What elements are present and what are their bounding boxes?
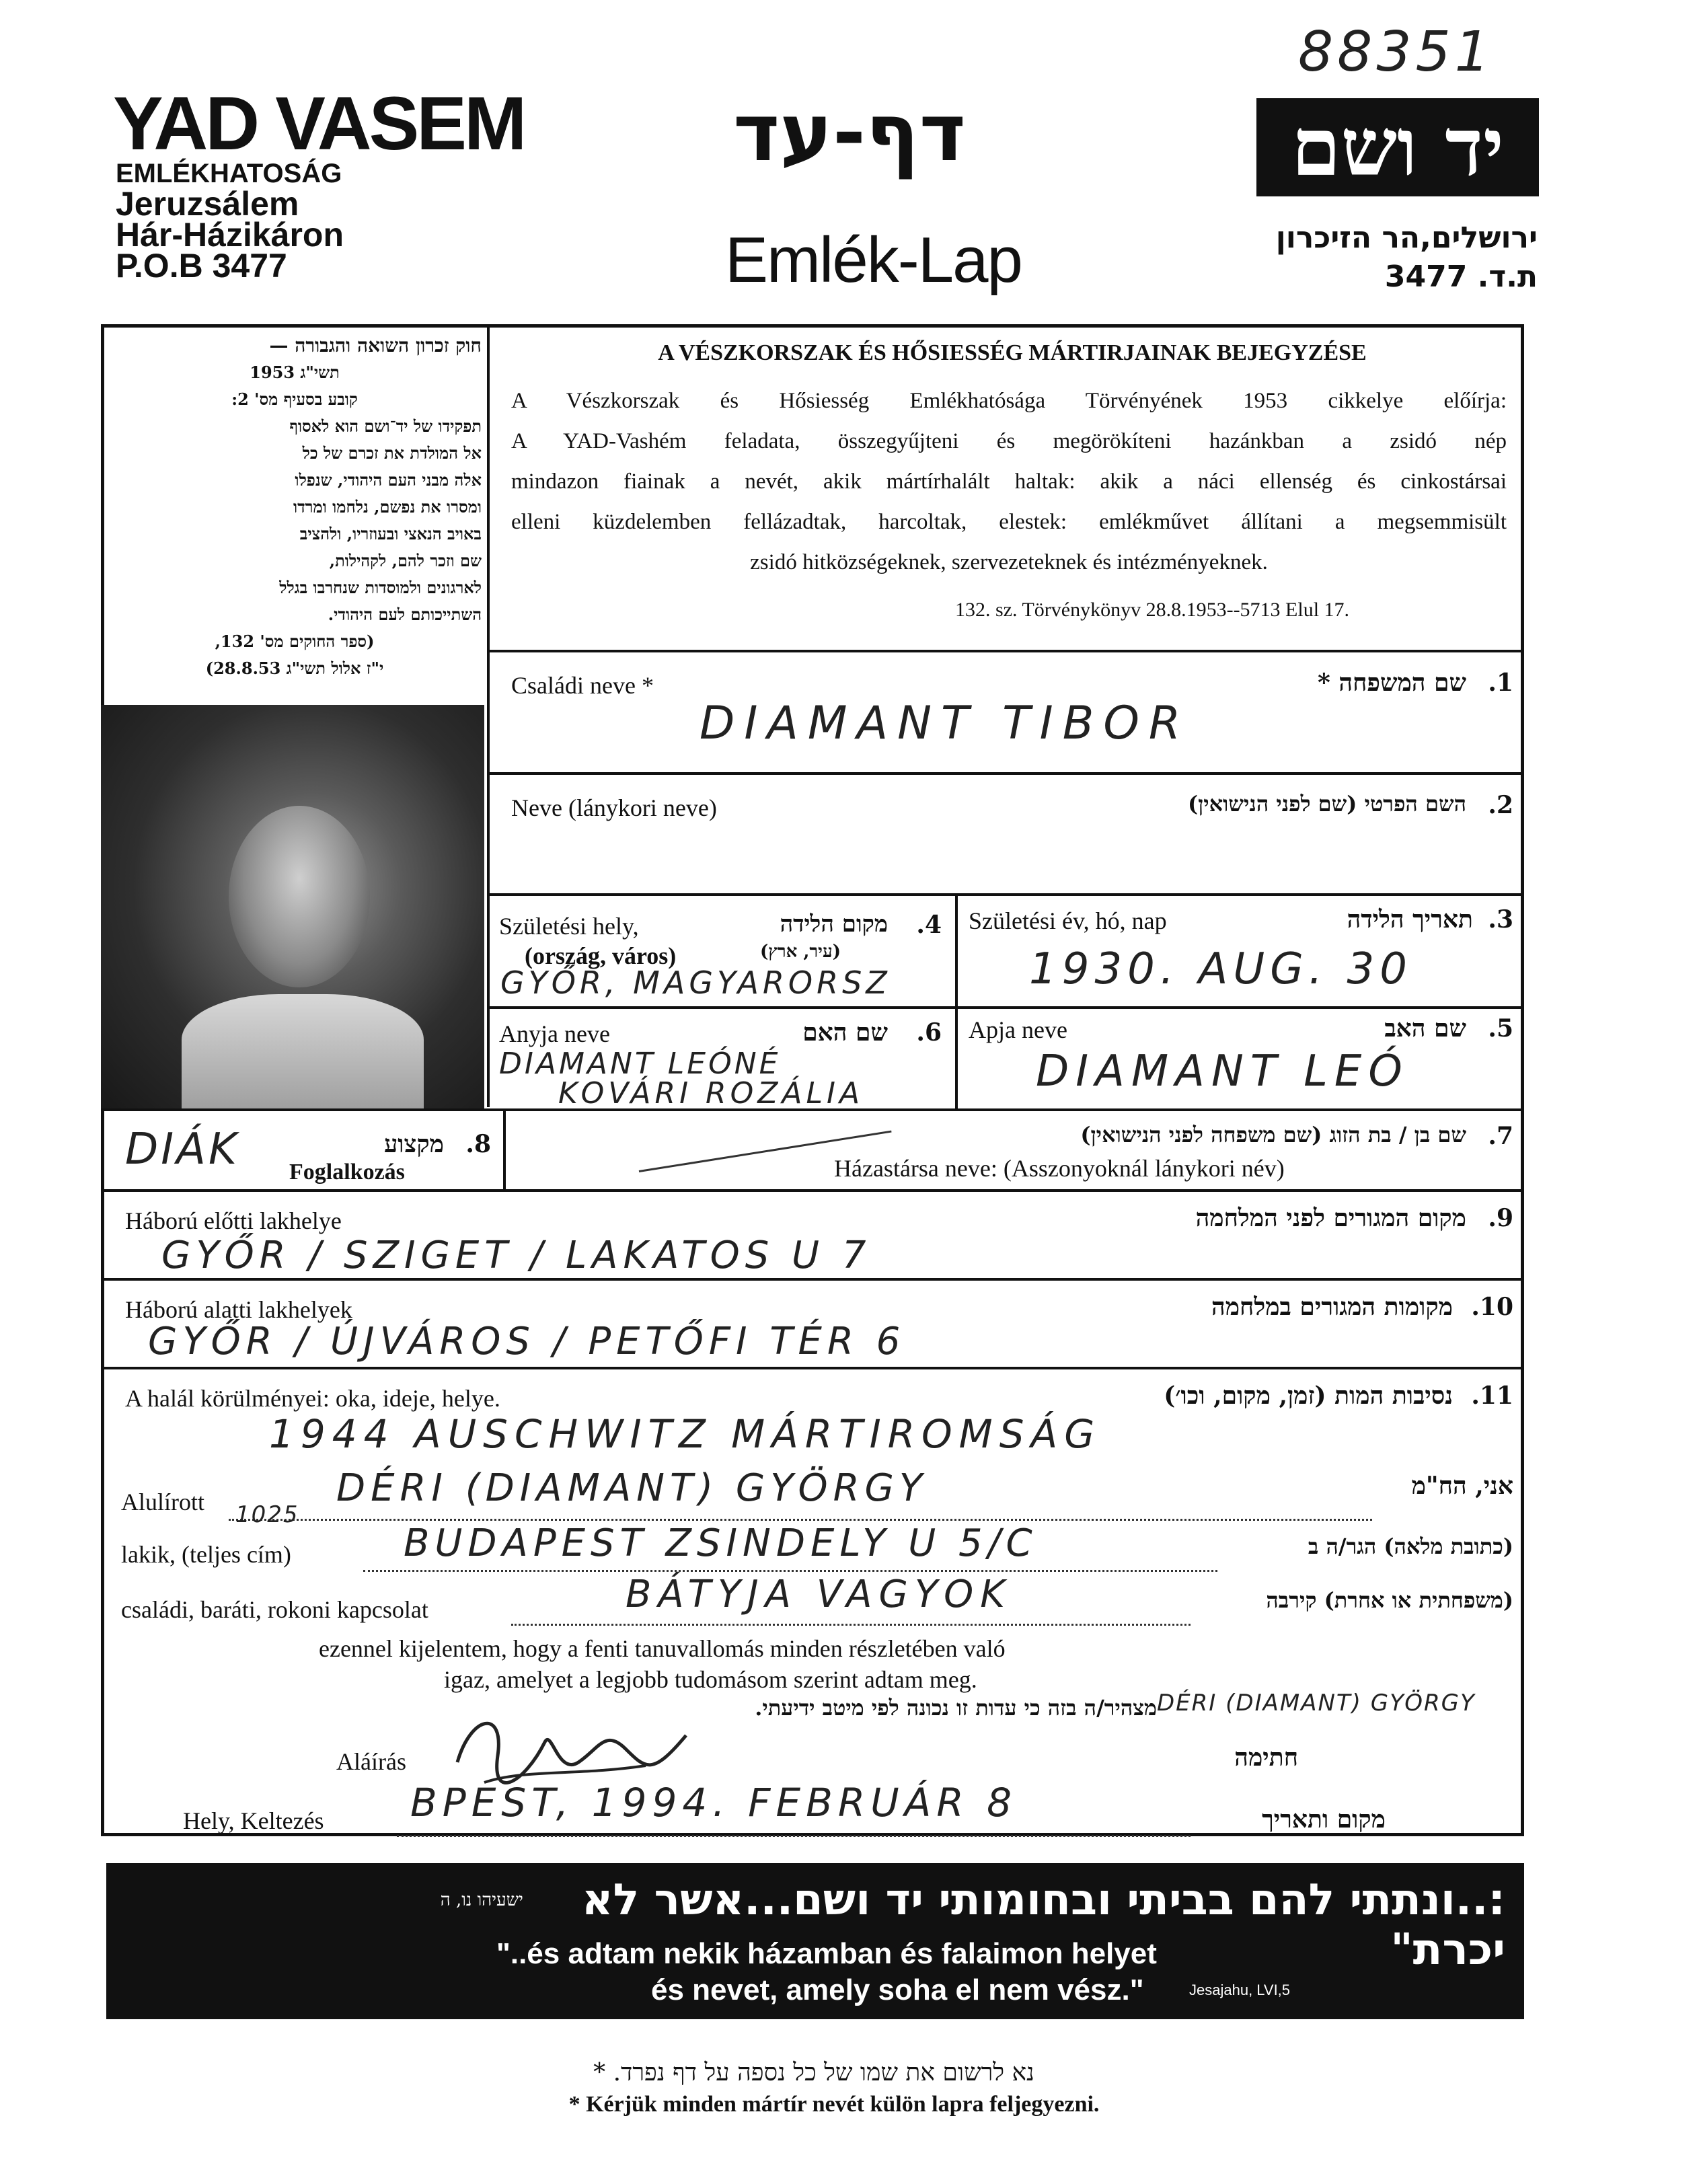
archive-number: 88351 (1298, 20, 1494, 84)
field-1-number: 1. (1488, 669, 1513, 697)
banner-hebrew-ref: ישעיהו נו, ה (440, 1890, 523, 1910)
occupation-value[interactable]: DIÁK (125, 1125, 239, 1174)
org-line-3: Hár-Házikáron (116, 216, 344, 254)
mother-name-label-he: שם האם (802, 1018, 888, 1047)
signer-address-label-he: (כתובת מלאה) הגר/ה ב (1308, 1534, 1513, 1559)
birthdate-label-he: תאריך הלידה (1347, 905, 1473, 934)
occupation-label: Foglalkozás (289, 1160, 405, 1184)
intro-line: mindazon fiainak a nevét, akik mártírhalált haltak: akik a náci ellenség és cinkostársai (511, 469, 1507, 494)
birthplace-label-he: מקום הלידה (780, 911, 888, 938)
org-line-1: EMLÉKHATOSÁG (116, 159, 342, 188)
banner-hu-line1: "..és adtam nekik házamban és falaimon helyet (496, 1937, 1157, 1970)
death-circumstances-value[interactable]: 1944 AUSCHWITZ MÁRTIROMSÁG (269, 1411, 1102, 1457)
signer-name-label: Alulírott (121, 1489, 204, 1515)
law-line: באויב הנאצי ובעוזריו, ולהציב (299, 524, 482, 543)
field-8-number: 8. (465, 1130, 491, 1158)
field-2-number: 2. (1488, 791, 1513, 819)
birthdate-label: Születési év, hó, nap (969, 907, 1167, 934)
hebrew-pob: ת.ד. 3477 (1384, 260, 1538, 294)
occupation-label-he: מקצוע (383, 1130, 444, 1158)
law-line: י"ז אלול תשי"ג 28.8.53) (205, 658, 384, 678)
father-name-value[interactable]: DIAMANT LEÓ (1036, 1047, 1409, 1096)
place-date-label: Hely, Keltezés (183, 1807, 324, 1834)
law-line: ומסרו את נפשם, נלחמו ומרדו (293, 497, 482, 517)
death-circumstances-label-he: נסיבות המות (זמן, מקום, וכו׳) (1164, 1382, 1453, 1410)
prewar-residence-label-he: מקום המגורים לפני המלחמה (1195, 1204, 1466, 1232)
intro-line: zsidó hitközségeknek, szervezeteknek és intézményeknek. (750, 550, 1268, 574)
photo-shirt (182, 994, 424, 1108)
org-line-2: Jeruzsálem (116, 185, 299, 223)
wartime-residence-label-he: מקומות המגורים במלחמה (1211, 1293, 1453, 1321)
relation-label: családi, baráti, rokoni kapcsolat (121, 1596, 428, 1623)
logo-text: יד ושם (1291, 100, 1505, 194)
hebrew-title: דף-עד (733, 86, 966, 179)
declaration-he: מצהיר/ה בזה כי עדות זו נכונה לפי מיטב ידיעתי. (755, 1695, 1157, 1721)
field-6-number: 6. (916, 1018, 942, 1047)
declaration-name: DÉRI (DIAMANT) GYÖRGY (1157, 1690, 1476, 1717)
law-line: תשי"ג 1953 (250, 363, 340, 382)
signature-label-he: חתימה (1234, 1743, 1298, 1772)
law-box (108, 332, 482, 682)
intro-heading: A VÉSZKORSZAK ÉS HŐSIESSÉG MÁRTIRJAINAK BEJEGYZÉSE (658, 340, 1367, 365)
birthplace-value[interactable]: GYŐR, MAGYARORSZ (500, 965, 891, 1001)
field-9-number: 9. (1488, 1204, 1513, 1232)
quote-banner (106, 1863, 1524, 2019)
law-line: לארגונים ולמוסדות שנחרבו בגלל (279, 578, 482, 597)
banner-hebrew-quote: :..ונתתי להם בביתי ובחומותי יד ושם...אשר לא יכרת" (581, 1875, 1505, 1975)
declaration-line-2: igaz, amelyet a legjobb tudomásom szerint adtam meg. (444, 1666, 977, 1693)
signer-name-value[interactable]: DÉRI (DIAMANT) GYÖRGY (336, 1466, 928, 1510)
photo-face (229, 806, 370, 987)
intro-line: elleni küzdelemben fellázadtak, harcoltak, elestek: emlékművet állítani a megsemmisült (511, 510, 1507, 534)
wartime-residence-label: Háború alatti lakhelyek (125, 1296, 352, 1323)
intro-text (511, 381, 1507, 582)
intro-citation: 132. sz. Törvénykönyv 28.8.1953--5713 Elul 17. (955, 599, 1350, 621)
place-date-label-he: מקום ותאריך (1262, 1805, 1386, 1834)
law-line: (ספר החוקים מס' 132, (215, 632, 375, 651)
relation-value[interactable]: BÁTYJA VAGYOK (626, 1573, 1012, 1616)
hebrew-address: ירושלים,הר הזיכרון (1275, 221, 1538, 255)
wartime-residence-value[interactable]: GYŐR / ÚJVÁROS / PETŐFI TÉR 6 (148, 1320, 906, 1363)
intro-line: A YAD-Vashém feladata, összegyűjteni és megörökíteni hazánkban a zsidó nép (511, 429, 1507, 453)
spouse-label-he: שם בן / בת הזוג (שם משפחה לפני הנישואין) (1080, 1122, 1466, 1147)
victim-photo (101, 705, 484, 1108)
law-line: אל המולדת את זכרם של כל (302, 443, 482, 463)
law-line: חוק זכרון השואה והגבורה — (269, 334, 482, 356)
law-line: שם וזכר להם, לקהילות, (329, 551, 482, 570)
field-4-number: 4. (916, 911, 942, 939)
place-date-value[interactable]: BPEST, 1994. FEBRUÁR 8 (410, 1780, 1017, 1825)
birthplace-label: Születési hely, (499, 913, 639, 940)
family-name-label-he: שם המשפחה * (1318, 669, 1466, 697)
law-line: השתייכותם לעם היהודי. (328, 605, 482, 624)
given-name-label: Neve (lánykori neve) (511, 794, 717, 821)
org-line-4: P.O.B 3477 (116, 247, 287, 285)
banner-hu-ref: Jesajahu, LVI,5 (1189, 1982, 1291, 1998)
intro-line: A Vészkorszak és Hősiesség Emlékhatósága Törvényének 1953 cikkelye előírja: (511, 389, 1507, 413)
banner-hu-line2: és nevet, amely soha el nem vész." (651, 1973, 1144, 2006)
signature-label: Aláírás (336, 1748, 406, 1775)
field-11-number: 11. (1471, 1382, 1513, 1410)
field-7-number: 7. (1488, 1122, 1513, 1150)
field-5-number: 5. (1488, 1014, 1513, 1043)
declaration-line-1: ezennel kijelentem, hogy a fenti tanuvallomás minden részletében való (319, 1635, 1006, 1662)
law-line: תפקידו של יד־ושם הוא לאסוף (289, 416, 482, 436)
spouse-label: Házastársa neve: (Asszonyoknál lánykori név) (834, 1155, 1285, 1182)
death-circumstances-label: A halál körülményei: oka, ideje, helye. (125, 1385, 500, 1412)
signer-address-value[interactable]: BUDAPEST ZSINDELY U 5/C (404, 1521, 1038, 1565)
prewar-residence-value[interactable]: GYŐR / SZIGET / LAKATOS U 7 (161, 1234, 872, 1277)
signer-name-label-he: אני, הח"מ (1411, 1472, 1513, 1500)
org-title: YAD VASEM (113, 81, 525, 165)
given-name-label-he: השם הפרטי (שם לפני הנישואין) (1187, 791, 1466, 817)
father-name-label: Apja neve (969, 1016, 1067, 1043)
mother-maiden-value[interactable]: KOVÁRI ROZÁLIA (558, 1076, 864, 1110)
family-name-label: Családi neve * (511, 672, 654, 699)
mother-name-label: Anyja neve (499, 1020, 610, 1047)
field-3-number: 3. (1488, 905, 1513, 934)
footer-hebrew: נא לרשום את שמו של כל נספה על דף נפרד. * (593, 2059, 1034, 2086)
field-10-number: 10. (1471, 1293, 1513, 1321)
footer-hungarian: * Kérjük minden mártír nevét külön lapra feljegyezni. (568, 2092, 1100, 2117)
father-name-label-he: שם האב (1384, 1014, 1466, 1043)
birthdate-value[interactable]: 1930. AUG. 30 (1029, 944, 1412, 994)
yad-vashem-logo (1256, 98, 1539, 196)
family-name-value[interactable]: DIAMANT TIBOR (700, 697, 1191, 750)
form-title: Emlék-Lap (725, 224, 1022, 296)
relation-label-he: (משפחתית או אחרת) קירבה (1266, 1587, 1513, 1613)
law-line: קובע בסעיף מס' 2: (231, 389, 358, 409)
birthplace-label-he-2: (עיר, ארץ) (759, 942, 841, 962)
prewar-residence-label: Háború előtti lakhelye (125, 1207, 342, 1234)
signer-address-note: 1025 (235, 1501, 299, 1528)
signer-address-label: lakik, (teljes cím) (121, 1541, 291, 1568)
law-line: אלה מבני העם היהודי, שנפלו (295, 470, 482, 490)
mother-name-value[interactable]: DIAMANT LEÓNÉ (499, 1047, 781, 1081)
birthplace-label-2: (ország, város) (525, 942, 677, 969)
